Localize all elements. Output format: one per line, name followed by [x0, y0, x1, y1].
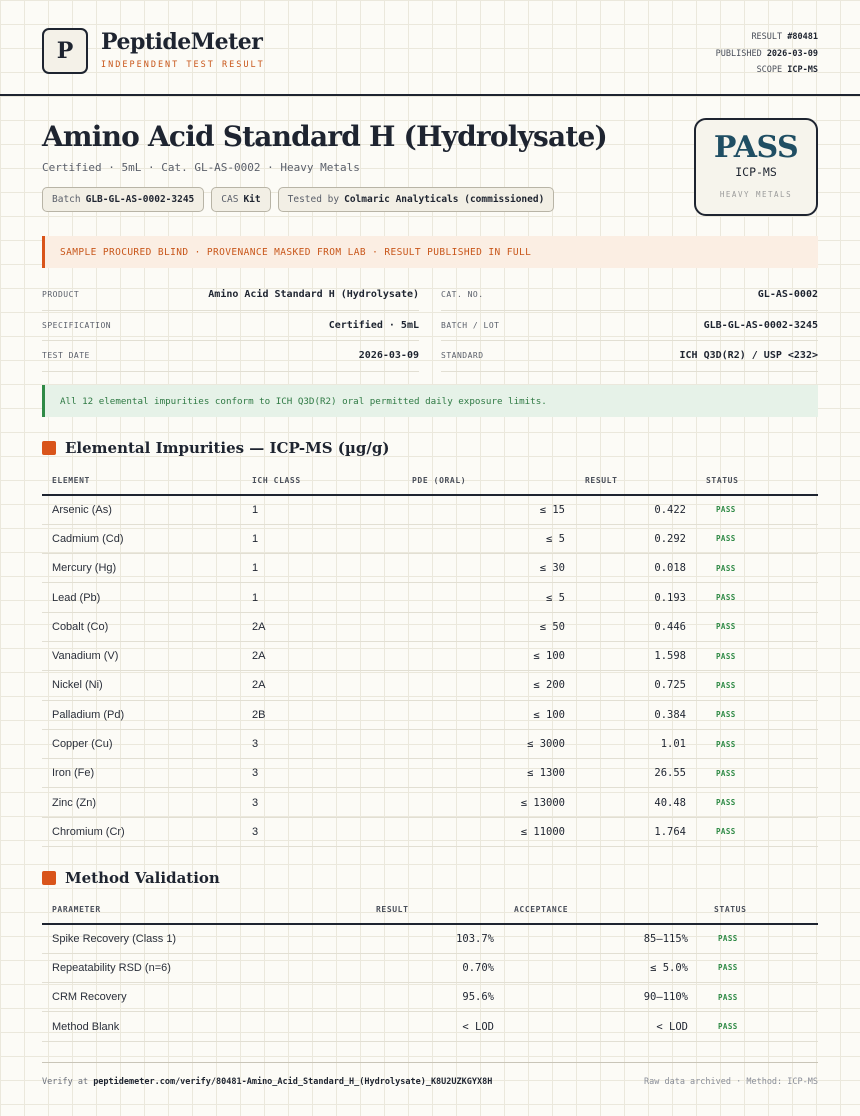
parameter-name: CRM Recovery [42, 983, 242, 1012]
logo-letter: P [56, 38, 74, 64]
element-name: Zinc (Zn) [42, 788, 242, 817]
result-id: #80481 [787, 32, 818, 42]
table-row [42, 759, 818, 788]
info-value: Amino Acid Standard H (Hydrolysate) [208, 289, 419, 301]
logo [42, 28, 88, 74]
ich-class: 1 [242, 495, 402, 524]
pde-limit: ≤ 1300 [402, 759, 575, 788]
tested-by-chip [278, 187, 555, 212]
col-header: RESULT [575, 467, 696, 495]
status-badge: PASS [696, 700, 818, 729]
table-row [42, 583, 818, 612]
table-row [42, 788, 818, 817]
element-name: Cadmium (Cd) [42, 524, 242, 553]
status-badge: PASS [696, 729, 818, 758]
pde-limit: ≤ 15 [402, 495, 575, 524]
ich-class: 3 [242, 817, 402, 846]
status-badge: PASS [698, 953, 818, 982]
info-left [42, 280, 419, 372]
element-name: Palladium (Pd) [42, 700, 242, 729]
section-marker-icon [42, 441, 56, 455]
ich-class: 1 [242, 554, 402, 583]
pde-limit: ≤ 11000 [402, 817, 575, 846]
result-value: 0.292 [575, 524, 696, 553]
verify-label: Verify at [42, 1077, 89, 1087]
badge-result: PASS [713, 130, 799, 165]
element-name: Chromium (Cr) [42, 817, 242, 846]
element-name: Nickel (Ni) [42, 671, 242, 700]
element-name: Lead (Pb) [42, 583, 242, 612]
result-value: 0.70% [242, 953, 504, 982]
status-badge: PASS [696, 788, 818, 817]
brand-tagline: INDEPENDENT TEST RESULT [101, 60, 265, 70]
ich-class: 1 [242, 583, 402, 612]
result-value: 0.193 [575, 583, 696, 612]
info-value: 2026-03-09 [358, 350, 419, 362]
result-value: 1.764 [575, 817, 696, 846]
chip-value: Kit [243, 194, 261, 205]
status-badge: PASS [698, 924, 818, 953]
table-row [42, 612, 818, 641]
element-name: Mercury (Hg) [42, 554, 242, 583]
col-header: ELEMENT [42, 467, 242, 495]
ich-class: 2A [242, 612, 402, 641]
pde-limit: ≤ 5 [402, 583, 575, 612]
impurities-table [42, 467, 818, 847]
chip-label: Batch [52, 194, 81, 205]
ich-class: 3 [242, 759, 402, 788]
info-value: GL-AS-0002 [757, 289, 818, 301]
footer-divider [42, 1062, 818, 1063]
info-row [441, 280, 818, 311]
brand-name: PeptideMeter [101, 29, 263, 55]
pde-limit: ≤ 50 [402, 612, 575, 641]
col-header: ACCEPTANCE [504, 896, 698, 924]
pde-limit: ≤ 5 [402, 524, 575, 553]
section-marker-icon [42, 871, 56, 885]
info-row [441, 311, 818, 342]
result-value: 0.384 [575, 700, 696, 729]
table-row [42, 524, 818, 553]
table-row [42, 641, 818, 670]
status-badge: PASS [696, 524, 818, 553]
pde-limit: ≤ 100 [402, 700, 575, 729]
status-badge: PASS [696, 817, 818, 846]
impurities-section-header [42, 439, 389, 457]
parameter-name: Repeatability RSD (n=6) [42, 953, 242, 982]
info-label: SPECIFICATION [42, 320, 112, 330]
result-value: 103.7% [242, 924, 504, 953]
validation-title: Method Validation [65, 869, 220, 887]
status-badge: PASS [696, 583, 818, 612]
element-name: Cobalt (Co) [42, 612, 242, 641]
result-value: 95.6% [242, 983, 504, 1012]
pde-limit: ≤ 13000 [402, 788, 575, 817]
badge-method: ICP-MS [735, 165, 777, 179]
status-badge: PASS [696, 641, 818, 670]
chip-label: Tested by [287, 194, 340, 205]
chip-value: GLB-GL-AS-0002-3245 [85, 194, 195, 205]
info-label: STANDARD [441, 351, 484, 361]
result-value: 0.446 [575, 612, 696, 641]
col-header: ICH CLASS [242, 467, 402, 495]
pass-badge [694, 118, 818, 216]
validation-table [42, 896, 818, 1042]
table-header-row [42, 467, 818, 495]
info-right [441, 280, 818, 372]
table-row [42, 671, 818, 700]
col-header: STATUS [696, 467, 818, 495]
result-value: 0.725 [575, 671, 696, 700]
info-label: BATCH / LOT [441, 320, 500, 330]
footer-note: Raw data archived · Method: ICP-MS [644, 1077, 818, 1087]
ich-class: 2A [242, 671, 402, 700]
ich-class: 2A [242, 641, 402, 670]
procurement-notice: SAMPLE PROCURED BLIND · PROVENANCE MASKED FROM LAB · RESULT PUBLISHED IN FULL [42, 236, 818, 268]
element-name: Iron (Fe) [42, 759, 242, 788]
pde-limit: ≤ 200 [402, 671, 575, 700]
col-header: RESULT [242, 896, 504, 924]
badge-scope: HEAVY METALS [719, 190, 793, 199]
pde-limit: ≤ 100 [402, 641, 575, 670]
scope-value: ICP-MS [787, 65, 818, 75]
element-name: Copper (Cu) [42, 729, 242, 758]
table-row [42, 729, 818, 758]
published-date: 2026-03-09 [766, 48, 818, 59]
info-value: ICH Q3D(R2) / USP <232> [679, 350, 818, 362]
ich-class: 3 [242, 788, 402, 817]
info-label: PRODUCT [42, 290, 80, 300]
ich-class: 3 [242, 729, 402, 758]
table-row [42, 554, 818, 583]
table-row [42, 495, 818, 524]
status-badge: PASS [698, 983, 818, 1012]
validation-body [42, 924, 818, 1041]
status-badge: PASS [696, 671, 818, 700]
status-badge: PASS [696, 759, 818, 788]
result-value: 26.55 [575, 759, 696, 788]
pde-limit: ≤ 30 [402, 554, 575, 583]
ich-class: 1 [242, 524, 402, 553]
info-label: TEST DATE [42, 351, 90, 361]
info-row [42, 280, 419, 311]
table-row [42, 953, 818, 982]
result-value: 40.48 [575, 788, 696, 817]
info-row [42, 341, 419, 372]
impurities-body [42, 495, 818, 847]
status-badge: PASS [696, 495, 818, 524]
pde-limit: ≤ 3000 [402, 729, 575, 758]
info-label: CAT. NO. [441, 290, 484, 300]
impurities-title: Elemental Impurities — ICP-MS (µg/g) [65, 439, 390, 457]
acceptance-range: < LOD [504, 1012, 698, 1041]
result-value: 1.598 [575, 641, 696, 670]
table-header-row [42, 896, 818, 924]
status-badge: PASS [696, 554, 818, 583]
result-value: 1.01 [575, 729, 696, 758]
element-name: Vanadium (V) [42, 641, 242, 670]
element-name: Arsenic (As) [42, 495, 242, 524]
conformance-notice: All 12 elemental impurities conform to ICH Q3D(R2) oral permitted daily exposure limits. [42, 385, 818, 417]
scope-label: SCOPE [756, 65, 783, 75]
batch-chip [42, 187, 204, 212]
table-row [42, 1012, 818, 1041]
ich-class: 2B [242, 700, 402, 729]
result-meta [716, 29, 818, 79]
info-value: GLB-GL-AS-0002-3245 [703, 319, 818, 331]
parameter-name: Method Blank [42, 1012, 242, 1041]
table-row [42, 983, 818, 1012]
acceptance-range: 90–110% [504, 983, 698, 1012]
page-header [0, 0, 860, 96]
cas-chip [211, 187, 270, 212]
table-row [42, 700, 818, 729]
acceptance-range: 85–115% [504, 924, 698, 953]
validation-section-header [42, 869, 220, 887]
product-subtitle: Certified · 5mL · Cat. GL-AS-0002 · Heavy Metals [42, 161, 360, 174]
product-chips [42, 187, 554, 212]
verify-line [42, 1077, 492, 1087]
chip-value: Colmaric Analyticals (commissioned) [344, 194, 545, 205]
status-badge: PASS [696, 612, 818, 641]
info-row [42, 311, 419, 342]
col-header: PARAMETER [42, 896, 242, 924]
col-header: STATUS [698, 896, 818, 924]
result-label: RESULT [751, 32, 783, 42]
result-value: 0.018 [575, 554, 696, 583]
parameter-name: Spike Recovery (Class 1) [42, 924, 242, 953]
chip-label: CAS [221, 194, 239, 205]
table-row [42, 817, 818, 846]
info-row [441, 341, 818, 372]
info-value: Certified · 5mL [328, 319, 419, 331]
published-label: PUBLISHED [715, 48, 762, 59]
result-value: < LOD [242, 1012, 504, 1041]
status-badge: PASS [698, 1012, 818, 1041]
verify-link[interactable]: peptidemeter.com/verify/80481-Amino_Acid_Standard_H_(Hydrolysate)_K8U2UZKGYX8H [93, 1077, 493, 1087]
page-title: Amino Acid Standard H (Hydrolysate) [42, 120, 607, 153]
acceptance-range: ≤ 5.0% [504, 953, 698, 982]
result-value: 0.422 [575, 495, 696, 524]
table-row [42, 924, 818, 953]
col-header: PDE (ORAL) [402, 467, 575, 495]
